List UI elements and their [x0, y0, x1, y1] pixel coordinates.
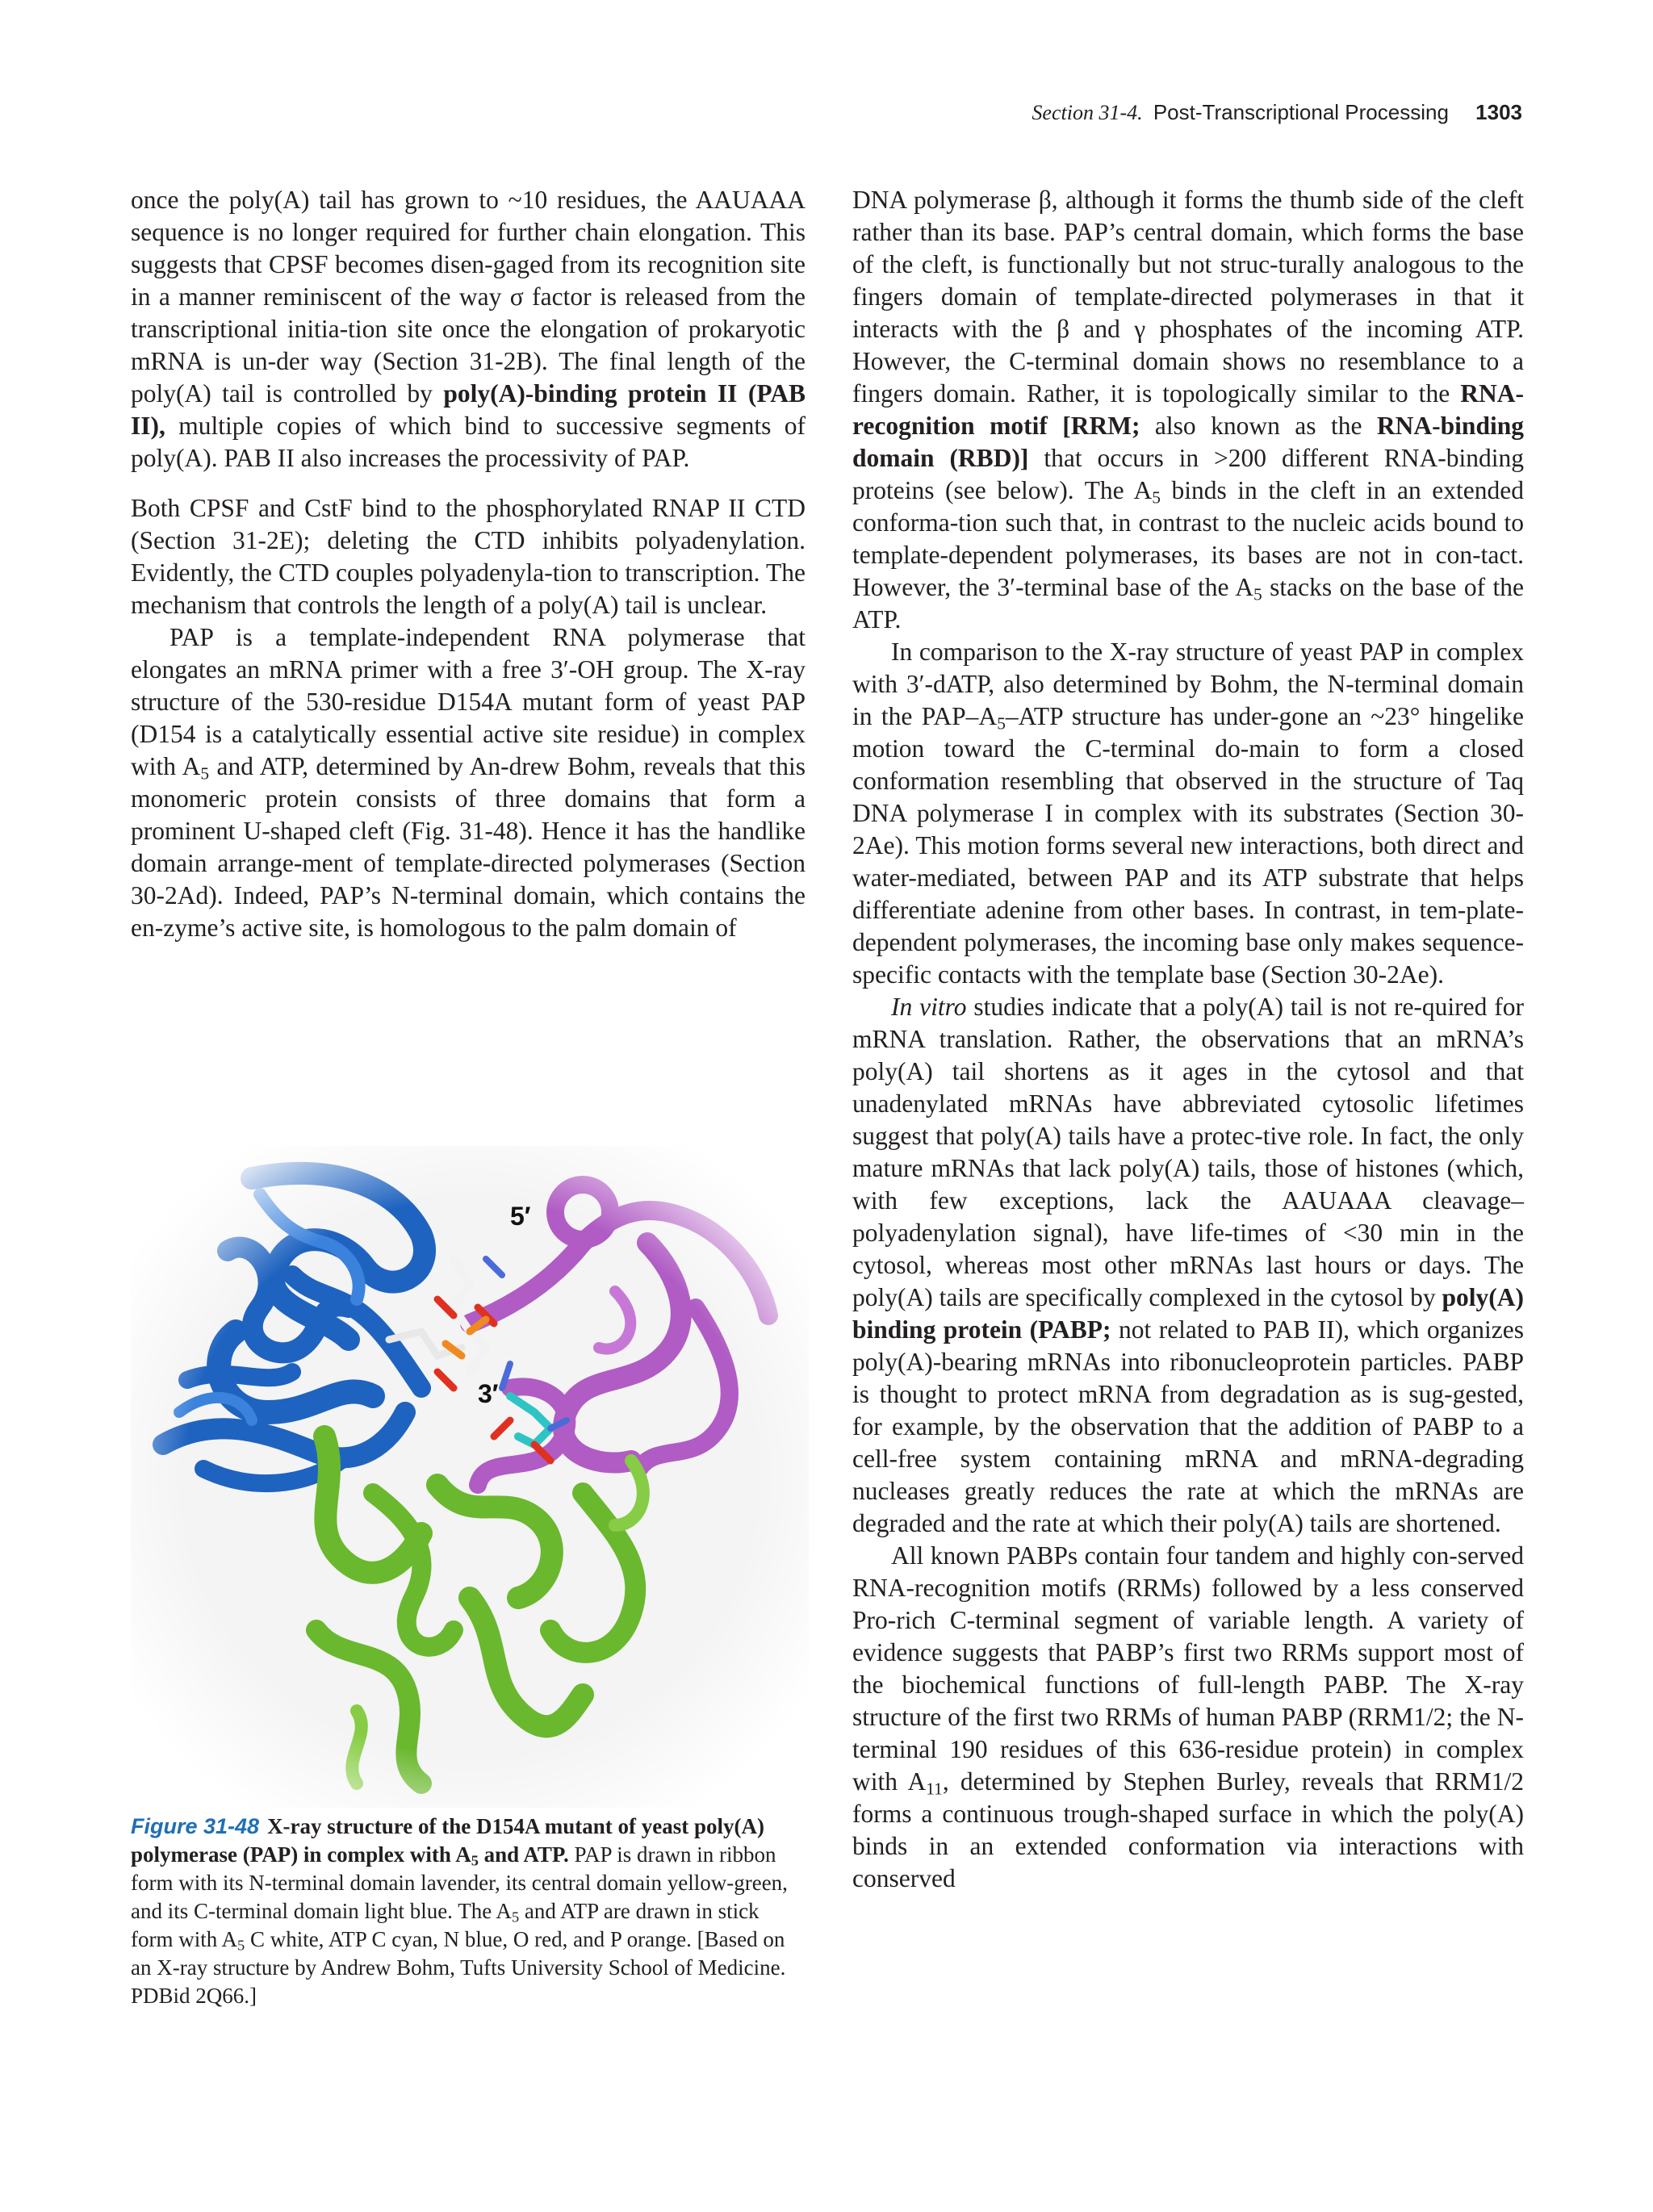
paragraph: All known PABPs contain four tandem and highly con-served RNA-recognition motifs (RRMs) followed by a less conserved Pro-rich C-terminal segment of variable length. A variety of evidence suggests that PABP’s first two RRMs support most of the biochemical functions of full-length PABP. The X-ray structure of the first two RRMs of human PABP (RRM1/2; the N-terminal 190 residues of this 636-residue protein) in complex with $A_{11}$, determined by Stephen Burley, reveals that RRM1/2 forms a continuous trough-shaped surface in which the poly(A) binds in an extended conformation via interactions with conserved — [852, 1541, 1525, 1892]
page-number: 1303 — [1475, 100, 1522, 124]
paragraph: In comparison to the X-ray structure of yeast PAP in complex with 3′-dATP, also determined by Bohm, the N-terminal domain in the PAP–$A_5$–ATP structure has under-gone an ~23° hingelike motion toward the C-terminal do-main to form a closed conformation resembling that observed in the structure of Taq DNA polymerase I in complex with its substrates (Section 30-2Ae). This motion forms several new interactions, both direct and water-mediated, between PAP and its ATP substrate that helps differentiate adenine from other bases. In contrast, in tem-plate-dependent polymerases, the incoming base only makes sequence-specific contacts with the template base (Section 30-2Ae). — [852, 638, 1524, 989]
paragraph: In vitro studies indicate that a poly(A) tail is not re-quired for mRNA translation. Rather, the observations that an mRNA’s poly(A) tail shortens as it ages in the cytosol and that unadenylated mRNAs have abbreviated cytosolic lifetimes suggest that poly(A) tails have a protec-tive role. In fact, the only mature mRNAs that lack poly(A) tails, those of histones (which, with few exceptions, lack the AAUAAA cleavage–polyadenylation signal), have life-times of <30 min in the cytosol, whereas most other mRNAs last hours or days. The poly(A) tails are specifically complexed in the cytosol by poly(A) binding protein (PABP; not related to PAB II), which organizes poly(A)-bearing mRNAs into ribonucleoprotein particles. PABP is thought to protect mRNA from degradation as is sug-gested, for example, by the observation that the addition of PABP to a cell-free system containing mRNA and mRNA-degrading nucleases greatly reduces the rate at which the mRNAs are degraded and the rate at which their poly(A) tails are shortened. — [852, 993, 1524, 1537]
section-label: Section 31-4. — [1032, 101, 1143, 124]
protein-ribbon-image — [131, 1146, 809, 1808]
caption-title: X-ray structure of the D154A mutant of yeast poly(A) polymerase (PAP) in complex with $A_5$ and ATP. — [131, 1814, 764, 1869]
caption-body: PAP is drawn in ribbon form with its N-terminal domain lavender, its central domain yellow-green, and its C-terminal domain light blue. The $A_5$ and ATP are drawn in stick form with $A_5$ C white, ATP C cyan, N blue, O red, and P orange. [Based on an X-ray structure by Andrew Bohm, Tufts University School of Medicine. PDBid 2Q66.] — [131, 1842, 788, 2008]
left-column — [131, 184, 806, 944]
paragraph: DNA polymerase β, although it forms the thumb side of the cleft rather than its base. PAP’s central domain, which forms the base of the cleft, is functionally but not struc-turally analogous to the fingers domain of template-directed polymerases in that it interacts with the β and γ phosphates of the incoming ATP. However, the C-terminal domain shows no resemblance to a fingers domain. Rather, it is topologically similar to the RNA-recognition motif [RRM; also known as the RNA-binding domain (RBD)] that occurs in >200 different RNA-binding proteins (see below). The $A_5$ binds in the cleft in an extended conforma-tion such that, in contrast to the nucleic acids bound to template-dependent polymerases, its bases are not in con-tact. However, the 3′-terminal base of the $A_5$ stacks on the base of the ATP. — [852, 186, 1524, 633]
right-column — [852, 184, 1524, 1895]
paragraph: Both CPSF and CstF bind to the phosphorylated RNAP II CTD (Section 31-2E); deleting the CTD inhibits polyadenylation. Evidently, the CTD couples polyadenyla-tion to transcription. The mechanism that controls the length of a poly(A) tail is unclear. — [131, 494, 806, 619]
protein-structure-figure — [131, 1146, 809, 1808]
paragraph: once the poly(A) tail has grown to ~10 residues, the AAUAAA sequence is no longer required for further chain elongation. This suggests that CPSF becomes disen-gaged from its recognition site in a manner reminiscent of the way σ factor is released from the transcriptional initia-tion site once the elongation of prokaryotic mRNA is un-der way (Section 31-2B). The final length of the poly(A) tail is controlled by poly(A)-binding protein II (PAB II), multiple copies of which bind to successive segments of poly(A). PAB II also increases the processivity of PAP. — [131, 186, 806, 472]
section-title: Post-Transcriptional Processing — [1153, 100, 1449, 124]
running-head — [1032, 100, 1522, 125]
figure-caption — [131, 1813, 806, 2010]
figure-label: Figure 31-48 — [131, 1814, 260, 1838]
paragraph: PAP is a template-independent RNA polymerase that elongates an mRNA primer with a free 3′-OH group. The X-ray structure of the 530-residue D154A mutant form of yeast PAP (D154 is a catalytically essential active site residue) in complex with $A_5$ and ATP, determined by An-drew Bohm, reveals that this monomeric protein consists of three domains that form a prominent U-shaped cleft (Fig. 31-48). Hence it has the handlike domain arrange-ment of template-directed polymerases (Section 30-2Ad). Indeed, PAP’s N-terminal domain, which contains the en-zyme’s active site, is homologous to the palm domain of — [131, 623, 806, 942]
